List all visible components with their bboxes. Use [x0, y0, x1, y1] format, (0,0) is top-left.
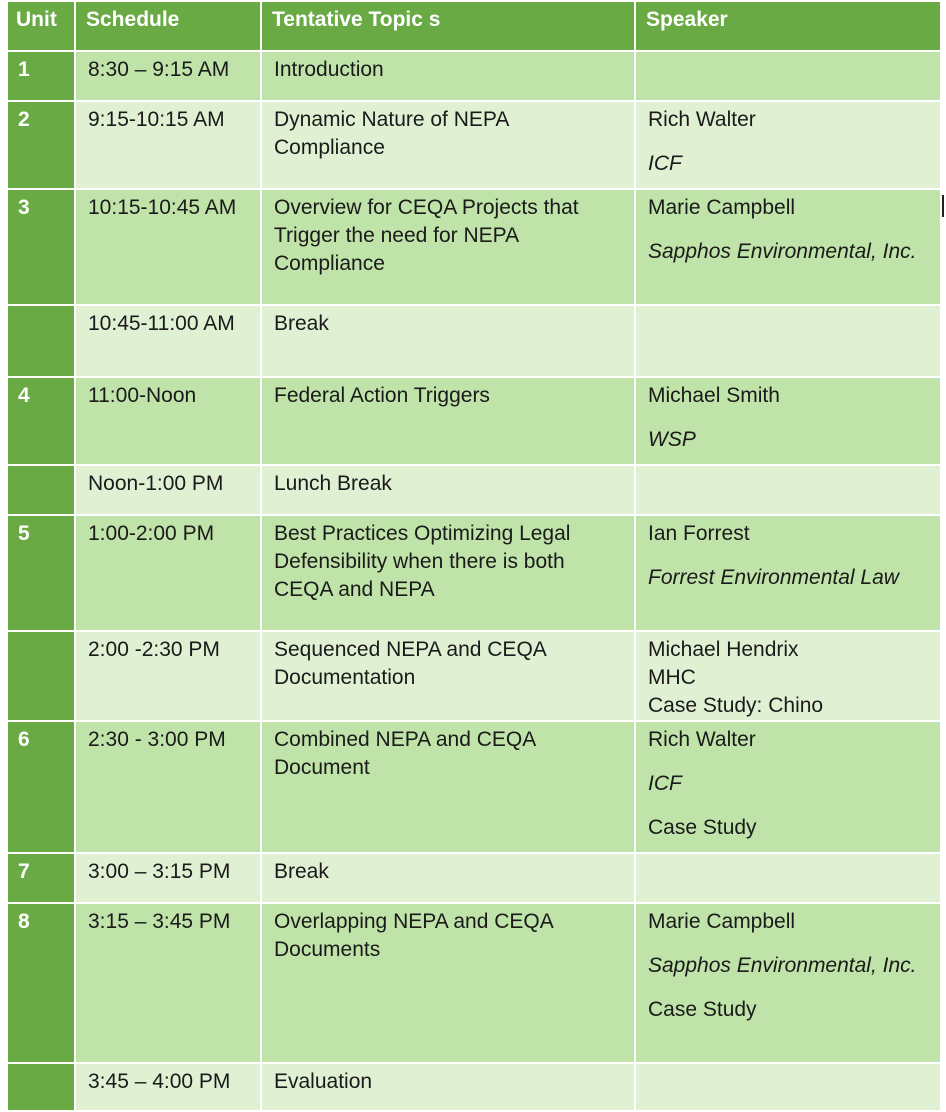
speaker-cell	[635, 189, 941, 305]
schedule-cell: 11:00-Noon	[75, 377, 261, 465]
header-topic: Tentative Topic s	[261, 1, 635, 51]
schedule-cell: 2:00 -2:30 PM	[75, 631, 261, 721]
header-row	[7, 1, 941, 51]
table-row	[7, 1063, 941, 1111]
unit-cell: 7	[7, 853, 75, 903]
speaker-line: Ian Forrest	[648, 522, 750, 545]
unit-cell	[7, 465, 75, 515]
header-schedule: Schedule	[75, 1, 261, 51]
unit-cell	[7, 305, 75, 377]
table-row	[7, 853, 941, 903]
schedule-cell: 3:00 – 3:15 PM	[75, 853, 261, 903]
speaker-cell	[635, 1063, 941, 1111]
schedule-cell: 10:15-10:45 AM	[75, 189, 261, 305]
schedule-cell: 1:00-2:00 PM	[75, 515, 261, 631]
topic-cell: Dynamic Nature of NEPA Compliance	[261, 101, 635, 189]
topic-cell: Break	[261, 305, 635, 377]
speaker-line: Case Study	[648, 998, 757, 1021]
speaker-cell	[635, 515, 941, 631]
topic-cell: Introduction	[261, 51, 635, 101]
speaker-affiliation: ICF	[648, 772, 682, 795]
table-row	[7, 721, 941, 853]
unit-cell: 8	[7, 903, 75, 1063]
speaker-cell	[635, 853, 941, 903]
speaker-line: Case Study	[648, 816, 757, 839]
speaker-cell	[635, 465, 941, 515]
unit-cell: 4	[7, 377, 75, 465]
speaker-line: Rich Walter	[648, 108, 756, 131]
speaker-cell	[635, 631, 941, 721]
unit-cell: 1	[7, 51, 75, 101]
speaker-affiliation: WSP	[648, 428, 696, 451]
table-row	[7, 189, 941, 305]
text-cursor-mark	[942, 195, 944, 217]
schedule-cell: 9:15-10:15 AM	[75, 101, 261, 189]
unit-cell: 2	[7, 101, 75, 189]
speaker-affiliation: ICF	[648, 152, 682, 175]
schedule-table	[6, 0, 942, 1112]
topic-cell: Break	[261, 853, 635, 903]
unit-cell	[7, 631, 75, 721]
speaker-line: Marie Campbell	[648, 910, 796, 933]
topic-cell: Overlapping NEPA and CEQA Documents	[261, 903, 635, 1063]
unit-cell: 6	[7, 721, 75, 853]
speaker-line: MHC	[648, 666, 696, 689]
topic-cell: Federal Action Triggers	[261, 377, 635, 465]
speaker-cell	[635, 721, 941, 853]
topic-cell: Overview for CEQA Projects that Trigger the need for NEPA Compliance	[261, 189, 635, 305]
speaker-affiliation: Forrest Environmental Law	[648, 566, 899, 589]
schedule-cell: 3:15 – 3:45 PM	[75, 903, 261, 1063]
header-unit: Unit	[7, 1, 75, 51]
speaker-cell	[635, 51, 941, 101]
schedule-cell: 2:30 - 3:00 PM	[75, 721, 261, 853]
topic-cell: Combined NEPA and CEQA Document	[261, 721, 635, 853]
speaker-cell	[635, 903, 941, 1063]
schedule-body	[7, 51, 941, 1111]
table-row	[7, 515, 941, 631]
table-row	[7, 101, 941, 189]
speaker-cell	[635, 101, 941, 189]
table-row	[7, 465, 941, 515]
schedule-cell: 8:30 – 9:15 AM	[75, 51, 261, 101]
speaker-affiliation: Sapphos Environmental, Inc.	[648, 240, 917, 263]
speaker-line: Michael Hendrix	[648, 638, 799, 661]
header-speaker: Speaker	[635, 1, 941, 51]
schedule-cell: Noon-1:00 PM	[75, 465, 261, 515]
speaker-affiliation: Sapphos Environmental, Inc.	[648, 954, 917, 977]
table-row	[7, 305, 941, 377]
topic-cell: Lunch Break	[261, 465, 635, 515]
table-row	[7, 903, 941, 1063]
table-row	[7, 631, 941, 721]
unit-cell: 5	[7, 515, 75, 631]
unit-cell: 3	[7, 189, 75, 305]
speaker-line: Rich Walter	[648, 728, 756, 751]
table-row	[7, 377, 941, 465]
unit-cell	[7, 1063, 75, 1111]
speaker-line: Michael Smith	[648, 384, 780, 407]
table-row	[7, 51, 941, 101]
topic-cell: Evaluation	[261, 1063, 635, 1111]
topic-cell: Sequenced NEPA and CEQA Documentation	[261, 631, 635, 721]
schedule-cell: 10:45-11:00 AM	[75, 305, 261, 377]
schedule-cell: 3:45 – 4:00 PM	[75, 1063, 261, 1111]
speaker-line: Case Study: Chino	[648, 694, 824, 717]
speaker-cell	[635, 377, 941, 465]
speaker-cell	[635, 305, 941, 377]
topic-cell: Best Practices Optimizing Legal Defensibility when there is both CEQA and NEPA	[261, 515, 635, 631]
speaker-line: Marie Campbell	[648, 196, 796, 219]
